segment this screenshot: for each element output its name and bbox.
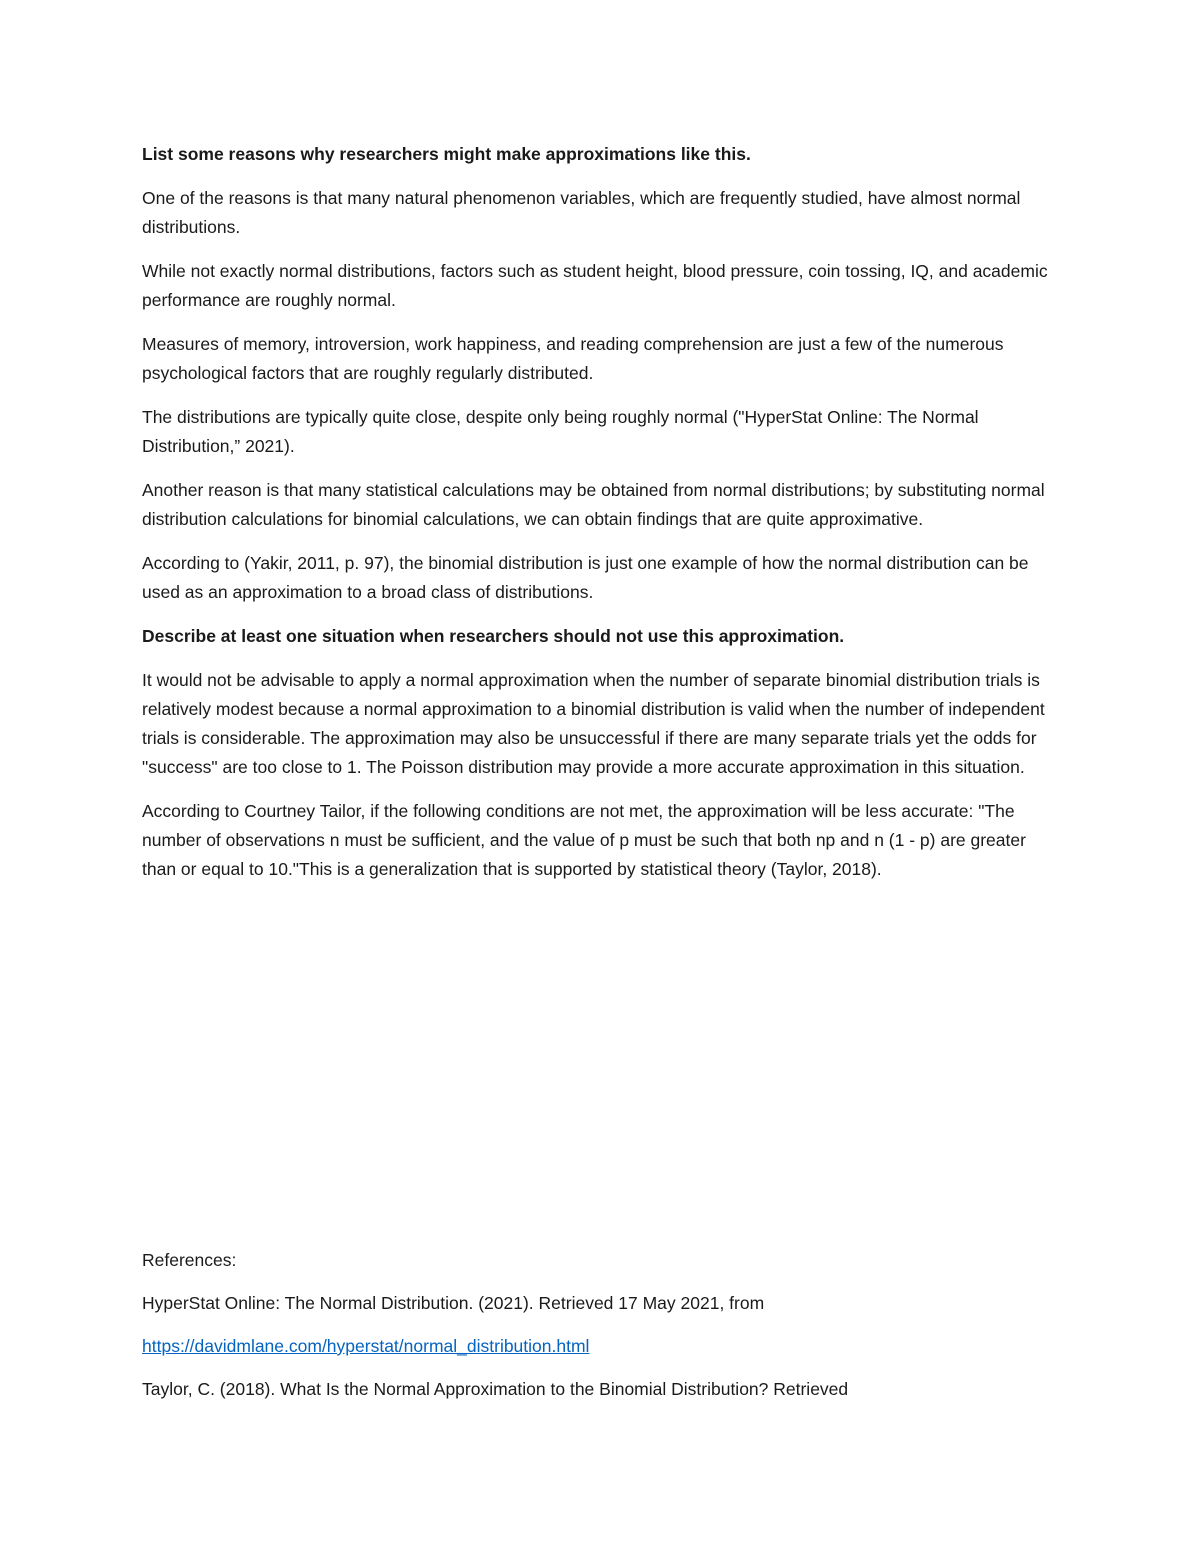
- references-title: References:: [142, 1250, 237, 1270]
- paragraph: The distributions are typically quite close, despite only being roughly normal ("HyperStat Online: The Normal Distribution,” 2021).: [142, 407, 979, 456]
- paragraph: According to (Yakir, 2011, p. 97), the binomial distribution is just one example of how the normal distribution can be used as an approximation to a broad class of distributions.: [142, 553, 1029, 602]
- paragraph: Measures of memory, introversion, work happiness, and reading comprehension are just a few of the numerous psychological factors that are roughly regularly distributed.: [142, 334, 1004, 383]
- document-body: [142, 140, 1062, 899]
- paragraph: It would not be advisable to apply a normal approximation when the number of separate binomial distribution trials is relatively modest because a normal approximation to a binomial distribution is valid when the number of independent trials is considerable. The approximation may also be unsuccessful if there are many separate trials yet the odds for "success" are too close to 1. The Poisson distribution may provide a more accurate approximation in this situation.: [142, 670, 1045, 777]
- section-heading-situation: Describe at least one situation when researchers should not use this approximation.: [142, 626, 845, 646]
- references-section: [142, 1246, 1062, 1418]
- reference-link[interactable]: https://davidmlane.com/hyperstat/normal_distribution.html: [142, 1336, 590, 1356]
- reference-entry: HyperStat Online: The Normal Distribution. (2021). Retrieved 17 May 2021, from: [142, 1293, 765, 1313]
- paragraph: While not exactly normal distributions, factors such as student height, blood pressure, coin tossing, IQ, and academic performance are roughly normal.: [142, 261, 1048, 310]
- paragraph: Another reason is that many statistical calculations may be obtained from normal distributions; by substituting normal distribution calculations for binomial calculations, we can obtain findings that are quite approximative.: [142, 480, 1045, 529]
- paragraph: One of the reasons is that many natural phenomenon variables, which are frequently studied, have almost normal distributions.: [142, 188, 1021, 237]
- section-heading-reasons: List some reasons why researchers might make approximations like this.: [142, 144, 751, 164]
- paragraph: According to Courtney Tailor, if the following conditions are not met, the approximation will be less accurate: "The number of observations n must be sufficient, and the value of p must be such that both np and n (1 - p) are greater than or equal to 10."This is a generalization that is supported by statistical theory (Taylor, 2018).: [142, 801, 1026, 879]
- reference-entry: Taylor, C. (2018). What Is the Normal Approximation to the Binomial Distribution? Retrieved: [142, 1379, 849, 1399]
